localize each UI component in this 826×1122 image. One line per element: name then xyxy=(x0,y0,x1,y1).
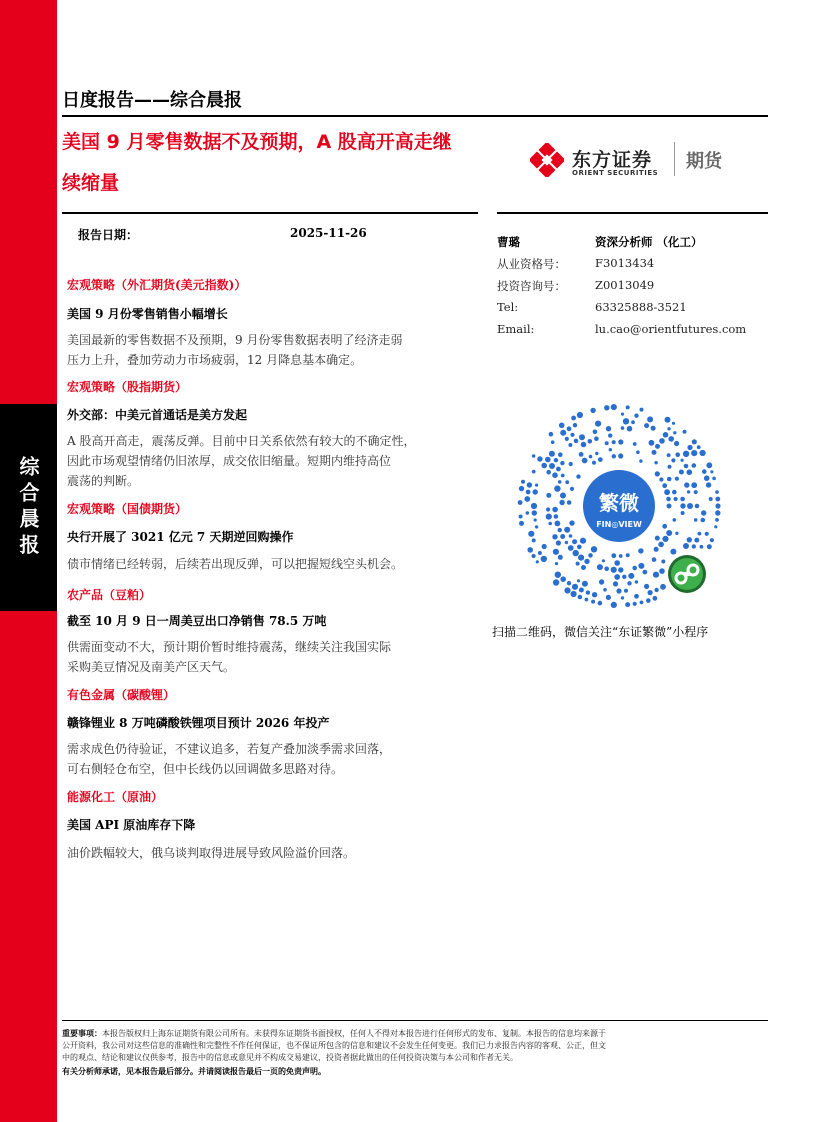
report-date-value: 2025-11-26 xyxy=(290,226,367,240)
section-category: 能源化工（原油） xyxy=(67,790,164,804)
body-line: A 股高开高走，震荡反弹。目前中日关系依然有较大的不确定性， xyxy=(67,434,416,448)
orient-logo-icon xyxy=(530,143,564,177)
body-line: 压力上升，叠加劳动力市场疲弱，12 月降息基本确定。 xyxy=(67,353,363,367)
section-category: 宏观策略（外汇期货(美元指数)） xyxy=(67,278,247,292)
footer-rule xyxy=(62,1020,768,1021)
section-headline: 赣锋锂业 8 万吨磷酸铁锂项目预计 2026 年投产 xyxy=(67,716,330,730)
section-category: 有色金属（碳酸锂） xyxy=(67,688,176,702)
section-headline: 外交部：中美元首通话是美方发起 xyxy=(67,408,248,422)
section-body xyxy=(67,554,477,574)
disclaimer xyxy=(62,1027,768,1064)
qr-caption: 扫描二维码，微信关注“东证繁微”小程序 xyxy=(492,625,709,639)
date-rule-right xyxy=(497,212,768,214)
title-line-1: 美国 9 月零售数据不及预期，A 股高开高走继 xyxy=(62,131,452,153)
tel-value: 63325888-3521 xyxy=(595,300,687,314)
body-line: 需求成色仍待验证，不建议追多，若复产叠加淡季需求回落， xyxy=(67,742,392,756)
section-body xyxy=(67,843,477,863)
body-line: 因此市场观望情绪仍旧浓厚，成交依旧缩量。短期内维持高位 xyxy=(67,454,392,468)
body-line: 震荡的判断。 xyxy=(67,474,140,488)
logo-name-cn: 东方证券 xyxy=(572,149,653,171)
section-body xyxy=(67,739,477,779)
company-logo xyxy=(528,140,768,180)
qualification-value: F3013434 xyxy=(595,256,655,270)
analyst-name: 曹璐 xyxy=(497,235,520,249)
section-headline: 央行开展了 3021 亿元 7 天期逆回购操作 xyxy=(67,530,294,544)
analyst-statement-note: 有关分析师承诺，见本报告最后部分。并请阅读报告最后一页的免责声明。 xyxy=(62,1066,326,1076)
wechat-qr-code[interactable] xyxy=(515,402,723,610)
qr-code-icon xyxy=(515,402,723,610)
qualification-label: 从业资格号： xyxy=(497,257,566,271)
section-category: 宏观策略（股指期货） xyxy=(67,380,188,394)
email-label: Email: xyxy=(497,322,535,336)
section-headline: 截至 10 月 9 日一周美豆出口净销售 78.5 万吨 xyxy=(67,614,327,628)
section-category: 农产品（豆粕） xyxy=(67,588,152,602)
section-headline: 美国 9 月份零售销售小幅增长 xyxy=(67,307,228,321)
sidebar-section-tab xyxy=(0,404,57,611)
consult-label: 投资咨询号： xyxy=(497,279,566,293)
date-rule-left xyxy=(62,212,478,214)
section-body xyxy=(67,330,477,370)
body-line: 可右侧轻仓布空，但中长线仍以回调做多思路对待。 xyxy=(67,762,344,776)
consult-value: Z0013049 xyxy=(595,278,655,292)
section-category: 宏观策略（国债期货） xyxy=(67,502,188,516)
tel-label: Tel: xyxy=(497,300,519,314)
section-headline: 美国 API 原油库存下降 xyxy=(67,818,196,832)
body-line: 油价跌幅较大，俄乌谈判取得进展导致风险溢价回落。 xyxy=(67,846,356,860)
disclaimer-label: 重要事项： xyxy=(62,1028,102,1038)
qr-center-sublabel: FIN◎VIEW xyxy=(596,520,642,529)
disclaimer-line: 本报告版权归上海东证期货有限公司所有。未获得东证期货书面授权，任何人不得对本报告进行任何形式的发布、复制。本报告的信息均来源于 xyxy=(102,1029,606,1038)
email-value[interactable]: lu.cao@orientfutures.com xyxy=(595,322,747,336)
logo-divider xyxy=(674,142,675,176)
qr-center-label: 繁微 xyxy=(599,491,639,515)
page-title xyxy=(62,122,502,204)
body-line: 供需面变动不大，预计期价暂时维持震荡，继续关注我国实际 xyxy=(67,640,392,654)
body-line: 美国最新的零售数据不及预期，9 月份零售数据表明了经济走弱 xyxy=(67,333,403,347)
logo-name-en: ORIENT SECURITIES xyxy=(572,169,659,177)
sidebar-label: 综合晨报 xyxy=(16,455,40,560)
body-line: 采购美豆情况及南美产区天气。 xyxy=(67,660,236,674)
logo-division: 期货 xyxy=(686,151,722,172)
body-line: 债市情绪已经转弱，后续若出现反弹，可以把握短线空头机会。 xyxy=(67,557,404,571)
title-line-2: 续缩量 xyxy=(62,172,120,194)
report-type: 日度报告——综合晨报 xyxy=(62,90,242,111)
disclaimer-line: 中的观点、结论和建议仅供参考，报告中的信息或意见并不构成交易建议，投资者据此做出的任何投资决策与本公司和作者无关。 xyxy=(62,1053,518,1062)
section-body xyxy=(67,431,477,491)
section-body xyxy=(67,637,477,677)
report-date-label: 报告日期： xyxy=(78,228,139,242)
analyst-title: 资深分析师 （化工） xyxy=(595,235,703,249)
disclaimer-line: 公开资料，我公司对这些信息的准确性和完整性不作任何保证，也不保证所包含的信息和建议不会发生任何变更。我们已力求报告内容的客观、公正，但文 xyxy=(62,1041,606,1050)
top-rule xyxy=(62,115,768,117)
